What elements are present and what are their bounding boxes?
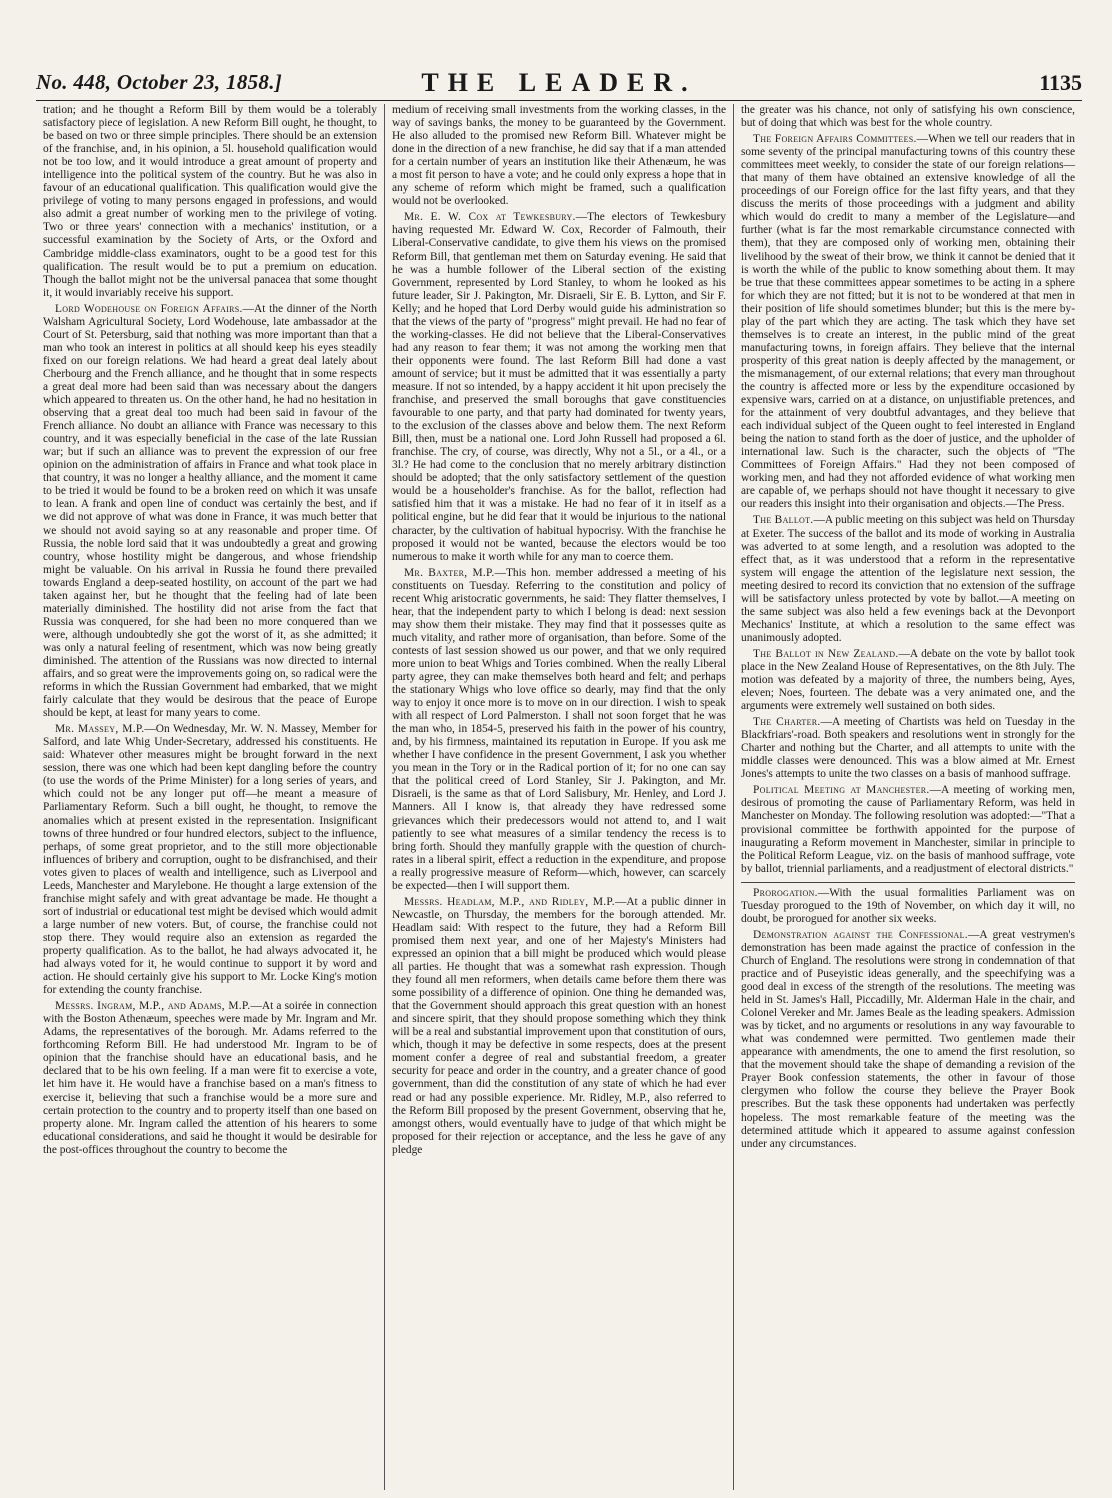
paragraph: the greater was his chance, not only of satisfying his own conscience, but of doing that which was best for the whole country. <box>741 104 1075 130</box>
column-3 <box>733 104 1082 1490</box>
article-columns <box>36 104 1082 1490</box>
paragraph: The Ballot in New Zealand.—A debate on the vote by ballot took place in the New Zealand House of Representatives, on the 8th July. The motion was defeated by a majority of three, the numbers being, Ayes, eleven; Noes, fourteen. The debate was a very animated one, and the arguments were extremely well sustained on both sides. <box>741 647 1075 713</box>
section-heading: The Charter. <box>753 716 821 729</box>
section-heading: Political Meeting at Manchester. <box>753 784 930 797</box>
paragraph: tration; and he thought a Reform Bill by them would be a tolerably satisfactory piece of legislation. A new Reform Bill ought, he thought, to be based on two or three simple principles. There should be an extension of the franchise, and, in his opinion, a 5l. household qualification would not be too low, and it would introduce a great amount of property and intelligence into the political system of the country. But he was also in favour of an educational qualification. This qualification would give the privilege of voting to many persons engaged in professions, and would also admit a great number of working men to the privilege of voting. Two or three years' connection with a mechanics' institution, or a successful examination by the Society of Arts, or the Oxford and Cambridge middle-class examinators, ought to be a good test for this qualification. The result would be to put a premium on education. Though the ballot might not be the universal panacea that some thought it, it would invariably receive his support. <box>43 104 377 299</box>
paragraph: medium of receiving small investments from the working classes, in the way of savings banks, the money to be guaranteed by the Government. He also alluded to the promised new Reform Bill. Whatever might be done in the direction of a new franchise, he did say that if a man attended for a certain number of years an institution like their Athenæum, he was a most fit person to have a vote; and he could only express a hope that in any scheme of reform which might be framed, such a qualification would not be overlooked. <box>392 104 727 208</box>
header-rule <box>36 100 1082 101</box>
section-heading: Mr. Baxter, M.P. <box>404 566 495 579</box>
paragraph: Mr. Baxter, M.P.—This hon. member addressed a meeting of his constituents on Tuesday. Referring to the constitution and policy of recent Whig aristocratic governments, he said: They flatter themselves, I hear, that the independent party to which I belong is dead: next session may show them their mistake. They may find that it possesses quite as much vitality, and rather more of organisation, than before. Some of the contests of last session showed us our power, and that we only required more union to beat Whigs and Tories combined. When the really Liberal party agree, they can make themselves both heard and felt; and perhaps the stationary Whigs who love office so dearly, may find that the only way to enjoy it once more is to move on in our direction. I wish to speak with all respect of Lord Palmerston. I shall not soon forget that he was the man who, in 1854-5, preserved his faith in the power of his country, and, by his firmness, maintained its reputation in Europe. If you ask me whether I have confidence in the present Government, I ask you whether you mean in the Tory or in the Radical portion of it; for no one can say that the political creed of Lord Stanley, Sir J. Pakington, and Mr. Disraeli, is the same as that of Lord Salisbury, Mr. Henley, and Lord J. Manners. All I know is, that already they have redressed some grievances which their predecessors would not attend to, and I wait patiently to see what measures of a similar tendency the recess is to bring forth. Should they manfully grapple with the question of church-rates in a liberal spirit, effect a reduction in the expenditure, and propose a really progressive measure of Reform—which, however, can scarcely be expected—then I will support them. <box>392 566 726 892</box>
section-heading: The Ballot. <box>753 514 814 527</box>
paragraph: The Foreign Affairs Committees.—When we tell our readers that in some seventy of the principal manufacturing towns of this country these committees meet weekly, to consider the state of our foreign relations—that many of them have obtained an extensive knowledge of all the proceedings of our Foreign office for the last fifty years, and that they discuss the merits of those proceedings with a judgment and ability which would do credit to many a member of the Legislature—and further (what is far the most remarkable circumstance connected with them), that they are composed only of working men, obtaining their livelihood by the sweat of their brow, we think it cannot be denied that it is worth the while of the public to know something about them. It may be true that these committees appear sometimes to be acting in a sphere for which they are not fitted; but it is not to be wondered at that men in their position of life should sometimes blunder; but this is the mere by-play of the part which they are acting. The task which they have set themselves is to create an interest, in the public mind of the great manufacturing towns, in foreign affairs. They believe that the internal prosperity of this great nation is deeply affected by the management, or the mismanagement, of our external relations; that every man throughout the country is affected more or less by the expenditure occasioned by expensive wars, carried on at a distance, on unjustifiable pretences, and for the attainment of very doubtful advantages, and they believe that each individual subject of the Queen ought to feel interested in England being the nation to stand forth as the doer of justice, and the upholder of international law. Such is the character, such the objects of "The Committees of Foreign Affairs." Had they not been composed of working men, and had they not afforded evidence of what working men are capable of, we perhaps should not have thought it necessary to give our readers this insight into their organisation and objects.—The Press. <box>741 133 1075 511</box>
section-heading: Demonstration against the Confessional. <box>753 928 968 941</box>
paragraph: Messrs. Headlam, M.P., and Ridley, M.P.—At a public dinner in Newcastle, on Thursday, the members for the borough attended. Mr. Headlam said: With respect to the future, they had a Reform Bill promised them next year, and one of her Majesty's Ministers had expressed an opinion that a bill might be produced which would please all parties. He thought that was a somewhat rash expression. Though they found all men reformers, when details came before them there was some possibility of a difference of opinion. One thing he demanded was, that the Government should approach this great question with an honest and sincere spirit, that they should propose something which they think will be a real and substantial improvement upon that constitution of ours, which, though it may be defective in some respects, does at the present moment confer a degree of real and substantial freedom, a greater security for peace and order in the country, and a greater chance of good government, than did the constitution of any state of which he had ever read or had any possible experience. Mr. Ridley, M.P., also referred to the Reform Bill proposed by the present Government, observing that he, amongst others, would eventually have to judge of that which might be proposed for their rejection or acceptance, and the less he gave of any pledge <box>392 895 726 1156</box>
section-heading: Mr. Massey, M.P. <box>55 723 145 736</box>
section-heading: The Ballot in New Zealand. <box>753 647 899 660</box>
paragraph: Mr. Massey, M.P.—On Wednesday, Mr. W. N. Massey, Member for Salford, and late Whig Under-Secretary, addressed his constituents. He said: Whatever other measures might be brought forward in the next session, there was one which had been kept dangling before the country (to use the words of the Prime Minister) for a long series of years, and which could not be any longer put off—he meant a measure of Parliamentary Reform. Such a bill ought, he thought, to remove the anomalies which at present existed in the representation. Insignificant towns of three hundred or four hundred electors, subject to the influence, perhaps, of some great proprietor, and to the still more objectionable influences of bribery and corruption, ought to be disfranchised, and their votes given to places of wealth and intelligence, such as Liverpool and Leeds, Manchester and Marylebone. He thought a large extension of the franchise might safely and with great advantage be made. He thought a sort of industrial or educational test might be devised which would admit a large number of new voters. But, of course, the franchise could not stop there. They would require also an extension as regarded the property qualification. As to the ballot, he had always advocated it, he had always voted for it, he would continue to support it by word and action. He should certainly give his support to Mr. Locke King's motion for extending the county franchise. <box>43 723 377 997</box>
paragraph: Political Meeting at Manchester.—A meeting of working men, desirous of promoting the cause of Parliamentary Reform, was held in Manchester on Monday. The following resolution was adopted:—"That a provisional committee be forthwith appointed for the purpose of inaugurating a Reform movement in Manchester, similar in principle to the Political Reform League, viz. on the basis of manhood suffrage, vote by ballot, triennial parliaments, and a readjustment of electoral districts." <box>741 784 1076 875</box>
column-2 <box>384 104 733 1490</box>
paragraph: Prorogation.—With the usual formalities Parliament was on Tuesday prorogued to the 19th of November, on which day it will, no doubt, be prorogued for another six weeks. <box>741 886 1075 925</box>
page-number: 1135 <box>1039 70 1082 95</box>
paragraph: Messrs. Ingram, M.P., and Adams, M.P.—At a soirée in connection with the Boston Athenæum, speeches were made by Mr. Ingram and Mr. Adams, the representatives of the borough. Mr. Adams referred to the forthcoming Reform Bill. He had understood Mr. Ingram to be of opinion that the franchise should have an educational basis, and he declared that to be his own feeling. If a man were fit to exercise a vote, let him have it. He would have a franchise based on a man's fitness to exercise it, believing that such a franchise would be a more sure and certain protection to the country and to property itself than one based on property alone. Mr. Ingram called the attention of his hearers to some educational considerations, and said he thought it would be desirable for the post-offices throughout the country to become the <box>43 1000 377 1156</box>
paragraph: The Charter.—A meeting of Chartists was held on Tuesday in the Blackfriars'-road. Both speakers and resolutions went in strongly for the Charter and nothing but the Charter, and all attempts to unite with the middle classes were denounced. This was a blow aimed at Mr. Ernest Jones's attempts to unite the two classes on a basis of manhood suffrage. <box>741 716 1075 781</box>
section-heading: Messrs. Ingram, M.P., and Adams, M.P. <box>55 1000 251 1013</box>
paragraph: Demonstration against the Confessional.—A great vestrymen's demonstration has been made against the practice of confession in the Church of England. The resolutions were strong in condemnation of that practice and of Puseyistic ideas generally, and the speechifying was a good deal in excess of the strength of the resolutions. The meeting was held in St. James's Hall, Piccadilly, Mr. Alderman Hale in the chair, and Colonel Vereker and Mr. James Beale as the leading speakers. Admission was by ticket, and no arguments or resolutions in any way favourable to what was condemned were permitted. Two gentlemen made their appearance with amendments, the one to amend the first resolution, so that the movement should take the shape of demanding a revision of the Prayer Book confession statements, the other in favour of those clergymen who follow the course they believe the Prayer Book prescribes. But the task these opponents had undertaken was perfectly hopeless. The most remarkable feature of the meeting was the determined attitude which it appeared to assume against confession under any circumstances. <box>741 928 1075 1150</box>
column-1 <box>36 104 384 1490</box>
masthead <box>36 56 1082 96</box>
section-heading: Mr. E. W. Cox at Tewkesbury. <box>404 211 576 224</box>
column-divider-rule <box>741 882 1075 883</box>
paragraph: Lord Wodehouse on Foreign Affairs.—At the dinner of the North Walsham Agricultural Society, Lord Wodehouse, late ambassador at the Court of St. Petersburg, said that nothing was more important than that a man who took an interest in politics at all should keep his eyes steadily fixed on our foreign relations. We had heard a great deal lately about Cherbourg and the French alliance, and he thought that in some respects a great deal more had been said than was necessary about the dangers which appeared to threaten us. On the other hand, he had no hesitation in observing that a great deal too much had been said in favour of the French alliance. No doubt an alliance with France was necessary to this country, and it was especially beneficial in the case of the late Russian war; but if such an alliance was to prevent the expression of our free opinion on the administration of affairs in France and what took place in that country, it was no longer a healthy alliance, and the moment it came to be tried it would be found to be a broken reed on which it was unsafe to lean. A frank and open line of conduct was certainly the best, and if we did not approve of what was done in France, it was much better that we should not avoid saying so at any reasonable and proper time. Of Russia, the noble lord said that it was undoubtedly a great and growing country, whose hostility might be dangerous, and whose friendship might be valuable. On his arrival in Russia he found there prevailed towards England a deep-seated hostility, on account of the part we had taken against her, but he thought that the feeling had of late been materially diminished. The hostility did not arise from the fact that Russia was conquered, for she had been no more conquered than we were, although undoubtedly she got the worst of it, as she admitted; it was only a natural feeling of resentment, which was now being greatly diminished. The attention of the Russians was now directed to internal affairs, and so great were the improvements going on, so radical were the reforms in which the Russian Government had embarked, that we might fairly calculate that they would be desirous that the peace of Europe should be kept, at least for many years to come. <box>43 302 378 720</box>
issue-date: No. 448, October 23, 1858.] <box>36 70 283 94</box>
newspaper-title: THE LEADER. <box>421 68 697 97</box>
section-heading: The Foreign Affairs Committees. <box>753 133 917 146</box>
paragraph: Mr. E. W. Cox at Tewkesbury.—The electors of Tewkesbury having requested Mr. Edward W. Cox, Recorder of Falmouth, their Liberal-Conservative candidate, to give them his views on the promised Reform Bill, that gentleman met them on Saturday evening. He said that he was a humble follower of the Liberal section of the existing Government, represented by Lord Stanley, to whom he looked as his future leader, Sir J. Pakington, Mr. Disraeli, Sir E. B. Lytton, and Sir F. Kelly; and he hoped that Lord Derby would guide his administration so that the views of the party of "progress" might prevail. He had no fear of the working-classes. He did not believe that the Liberal-Conservatives had any reason to fear them; it was not among the working men that their opponents were found. The last Reform Bill had done a vast amount of service; but it must be admitted that it was essentially a party measure. If not so intended, by a happy accident it hit upon precisely the franchise, and preserved the small boroughs that gave constituencies favourable to one party, and that party had dominated for twenty years, to the exclusion of the classes above and below them. The next Reform Bill, then, must be a national one. Lord John Russell had proposed a 6l. franchise. The cry, of course, was directly, Why not a 5l., or a 4l., or a 3l.? He had come to the conclusion that no merely arbitrary distinction should be adopted; that the only satisfactory settlement of the question would be a householder's franchise. As for the ballot, reflection had satisfied him that it was a mistake. He had no fear of it in itself as a political engine, but he did fear that it would be injurious to the national character, by the cultivation of habitual hypocrisy. With the franchise he proposed it would not be wanted, because the electors would be too numerous to make it worth while for any man to coerce them. <box>392 211 726 563</box>
section-heading: Messrs. Headlam, M.P., and Ridley, M.P. <box>404 895 615 908</box>
section-heading: Prorogation. <box>753 886 818 899</box>
paragraph: The Ballot.—A public meeting on this subject was held on Thursday at Exeter. The success of the ballot and its mode of working in Australia was adverted to at some length, and a resolution was adopted to the effect that, as it was understood that a reform in the representative system will engage the attention of the legislature next session, the meeting desired to record its conviction that no extension of the suffrage will be satisfactory unless protected by vote by ballot.—A meeting on the same subject was also held a few evenings back at the Devonport Mechanics' Institute, at which a resolution to the same effect was unanimously adopted. <box>741 514 1075 644</box>
section-heading: Lord Wodehouse on Foreign Affairs. <box>55 302 243 315</box>
